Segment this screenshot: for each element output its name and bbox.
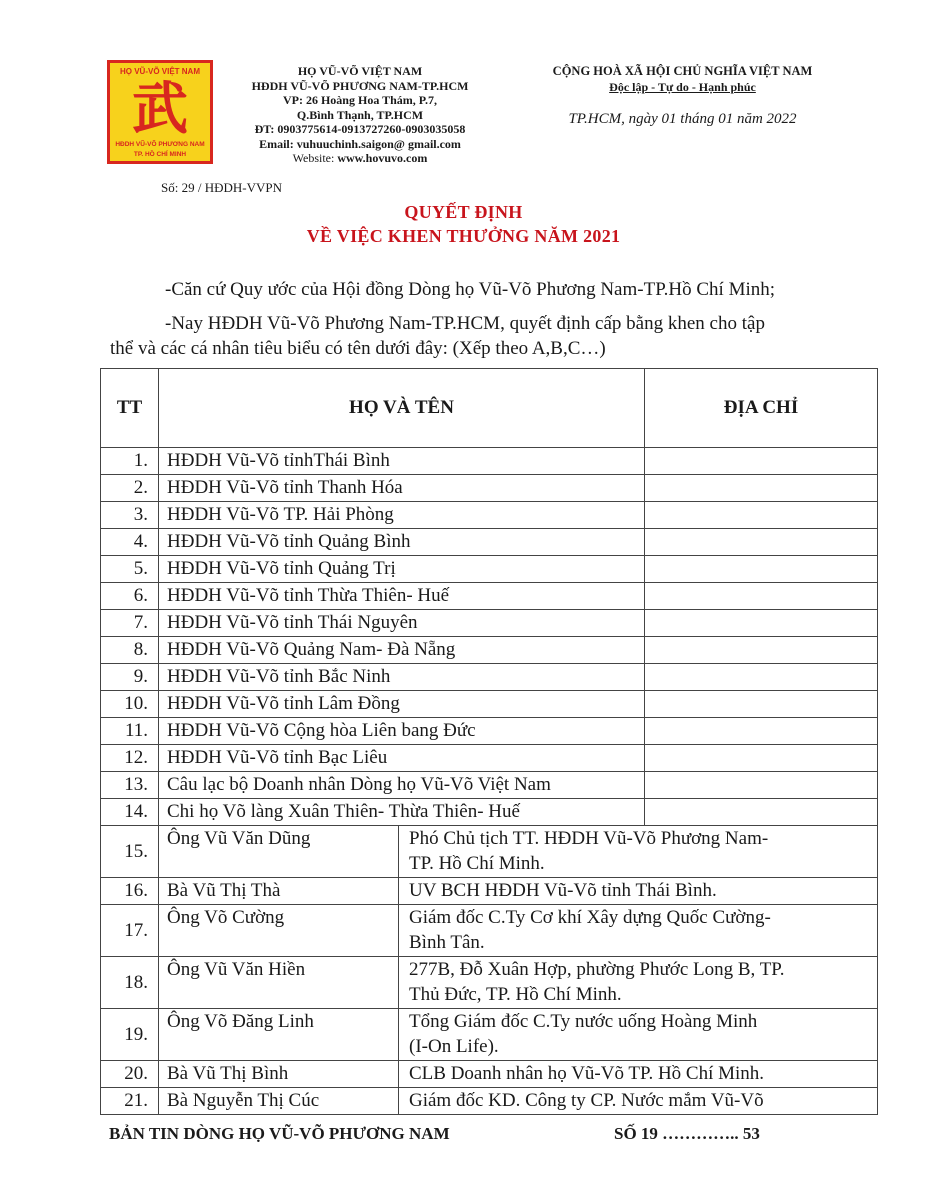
row-number: 19. [101, 1009, 159, 1061]
row-address [645, 745, 878, 772]
paragraph-decision-line2: thể và các cá nhân tiêu biểu có tên dưới đây: (Xếp theo A,B,C…) [110, 338, 606, 359]
website-link[interactable]: www.hovuvo.com [337, 151, 428, 165]
logo-bottom-line2: TP. HỒ CHÍ MINH [133, 151, 187, 158]
website-label: Website: [292, 151, 338, 165]
row-name: HĐDH Vũ-Võ Quảng Nam- Đà Nẵng [159, 637, 645, 664]
row-name: HĐDH Vũ-Võ tỉnh Quảng Trị [159, 556, 645, 583]
row-number: 2. [101, 475, 159, 502]
row-address: CLB Doanh nhân họ Vũ-Võ TP. Hồ Chí Minh. [399, 1061, 878, 1088]
table-row [101, 664, 878, 691]
org-line6: Email: vuhuuchinh.saigon@ gmail.com [259, 136, 461, 151]
row-name: HĐDH Vũ-Võ tỉnhThái Bình [159, 448, 645, 475]
row-address [399, 826, 878, 878]
row-address-line1: 277B, Đỗ Xuân Hợp, phường Phước Long B, TP. [409, 959, 785, 980]
table-row [101, 745, 878, 772]
table-row [101, 448, 878, 475]
row-address-line2: (I-On Life). [409, 1036, 499, 1057]
row-address [645, 502, 878, 529]
table-row [101, 691, 878, 718]
table-row [101, 556, 878, 583]
row-name: Chi họ Võ làng Xuân Thiên- Thừa Thiên- Huế [159, 799, 645, 826]
row-number: 4. [101, 529, 159, 556]
row-address: UV BCH HĐDH Vũ-Võ tỉnh Thái Bình. [399, 878, 878, 905]
nation-motto: Độc lập - Tự do - Hạnh phúc [609, 80, 756, 94]
table-row [101, 1088, 878, 1115]
table-row [101, 957, 878, 1009]
table-row [101, 637, 878, 664]
header-name: HỌ VÀ TÊN [159, 369, 645, 448]
row-number: 15. [101, 826, 159, 878]
table-row [101, 718, 878, 745]
row-address: Giám đốc KD. Công ty CP. Nước mắm Vũ-Võ [399, 1088, 878, 1115]
table-row [101, 583, 878, 610]
paragraph-basis: -Căn cứ Quy ước của Hội đồng Dòng họ Vũ-Võ Phương Nam-TP.Hồ Chí Minh; [165, 279, 776, 300]
header-address: ĐỊA CHỈ [645, 369, 878, 448]
table-row [101, 905, 878, 957]
logo-bottom-line1: HĐDH VŨ-VÕ PHƯƠNG NAM [115, 141, 205, 148]
row-name: HĐDH Vũ-Võ tỉnh Bắc Ninh [159, 664, 645, 691]
row-number: 1. [101, 448, 159, 475]
logo-top-text: HỌ VŨ-VÕ VIỆT NAM [119, 67, 200, 76]
org-line1: HỌ VŨ-VÕ VIỆT NAM [297, 64, 423, 78]
row-number: 12. [101, 745, 159, 772]
row-number: 21. [101, 1088, 159, 1115]
org-website-line [222, 151, 498, 166]
row-address [645, 529, 878, 556]
row-address [399, 957, 878, 1009]
row-name: HĐDH Vũ-Võ TP. Hải Phòng [159, 502, 645, 529]
document-date: TP.HCM, ngày 01 tháng 01 năm 2022 [568, 111, 797, 127]
table-row [101, 502, 878, 529]
table-row [101, 799, 878, 826]
row-address-line2: TP. Hồ Chí Minh. [409, 853, 545, 874]
row-address-line1: Tổng Giám đốc C.Ty nước uống Hoàng Minh [409, 1011, 758, 1032]
org-line2: HĐDH VŨ-VÕ PHƯƠNG NAM-TP.HCM [251, 78, 469, 93]
org-logo [107, 60, 213, 164]
table-row [101, 1061, 878, 1088]
row-number: 7. [101, 610, 159, 637]
document-subtitle: VỀ VIỆC KHEN THƯỞNG NĂM 2021 [306, 226, 621, 246]
row-number: 18. [101, 957, 159, 1009]
org-line5: ĐT: 0903775614-0913727260-0903035058 [254, 122, 466, 136]
org-header [222, 64, 498, 166]
header-tt: TT [101, 369, 159, 448]
row-address [645, 637, 878, 664]
row-name: Bà Vũ Thị Thà [159, 878, 399, 905]
row-name: HĐDH Vũ-Võ tỉnh Thừa Thiên- Huế [159, 583, 645, 610]
row-address [645, 475, 878, 502]
row-address [645, 691, 878, 718]
document-title: QUYẾT ĐỊNH [404, 202, 523, 222]
row-number: 8. [101, 637, 159, 664]
table-row [101, 826, 878, 878]
logo-glyph: 武 [132, 77, 188, 142]
row-number: 6. [101, 583, 159, 610]
row-address [645, 556, 878, 583]
row-number: 3. [101, 502, 159, 529]
row-number: 11. [101, 718, 159, 745]
row-number: 10. [101, 691, 159, 718]
row-address [399, 1009, 878, 1061]
row-number: 16. [101, 878, 159, 905]
row-name: HĐDH Vũ-Võ tỉnh Quảng Bình [159, 529, 645, 556]
row-name: HĐDH Vũ-Võ tỉnh Thái Nguyên [159, 610, 645, 637]
table-row [101, 878, 878, 905]
paragraph-decision-line1: -Nay HĐDH Vũ-Võ Phương Nam-TP.HCM, quyết định cấp bằng khen cho tập [165, 313, 765, 334]
row-address-line2: Thủ Đức, TP. Hồ Chí Minh. [409, 984, 622, 1005]
row-name: HĐDH Vũ-Võ tỉnh Lâm Đồng [159, 691, 645, 718]
row-name: HĐDH Vũ-Võ tỉnh Bạc Liêu [159, 745, 645, 772]
row-name: Bà Vũ Thị Bình [159, 1061, 399, 1088]
nation-name: CỘNG HOÀ XÃ HỘI CHỦ NGHĨA VIỆT NAM [552, 64, 813, 78]
table-row [101, 529, 878, 556]
row-address [645, 610, 878, 637]
footer-publication: BẢN TIN DÒNG HỌ VŨ-VÕ PHƯƠNG NAM [109, 1124, 450, 1143]
document-number: Số: 29 / HĐDH-VVPN [161, 180, 282, 195]
table-row [101, 1009, 878, 1061]
row-address [645, 583, 878, 610]
table-row [101, 610, 878, 637]
row-address-line2: Bình Tân. [409, 932, 485, 953]
row-name: Ông Vũ Văn Hiền [159, 957, 399, 1009]
footer-page-number: SỐ 19 ………….. 53 [614, 1124, 760, 1143]
row-name: Ông Vũ Văn Dũng [159, 826, 399, 878]
row-number: 9. [101, 664, 159, 691]
row-address [645, 718, 878, 745]
row-address-line1: Giám đốc C.Ty Cơ khí Xây dựng Quốc Cường- [409, 907, 771, 928]
row-name: Bà Nguyễn Thị Cúc [159, 1088, 399, 1115]
row-number: 17. [101, 905, 159, 957]
row-address [645, 664, 878, 691]
table-header-row [101, 369, 878, 448]
org-line4: Q.Bình Thạnh, TP.HCM [296, 107, 424, 122]
row-number: 14. [101, 799, 159, 826]
row-address-line1: Phó Chủ tịch TT. HĐDH Vũ-Võ Phương Nam- [409, 828, 769, 849]
row-name: HĐDH Vũ-Võ Cộng hòa Liên bang Đức [159, 718, 645, 745]
row-name: Câu lạc bộ Doanh nhân Dòng họ Vũ-Võ Việt Nam [159, 772, 645, 799]
row-name: HĐDH Vũ-Võ tỉnh Thanh Hóa [159, 475, 645, 502]
row-number: 20. [101, 1061, 159, 1088]
row-number: 13. [101, 772, 159, 799]
table-row [101, 772, 878, 799]
org-line3: VP: 26 Hoàng Hoa Thám, P.7, [282, 93, 438, 107]
row-address [645, 448, 878, 475]
table-row [101, 475, 878, 502]
awards-table [100, 368, 878, 1115]
row-address [645, 772, 878, 799]
row-name: Ông Võ Cường [159, 905, 399, 957]
row-name: Ông Võ Đăng Linh [159, 1009, 399, 1061]
row-number: 5. [101, 556, 159, 583]
row-address [645, 799, 878, 826]
row-address [399, 905, 878, 957]
